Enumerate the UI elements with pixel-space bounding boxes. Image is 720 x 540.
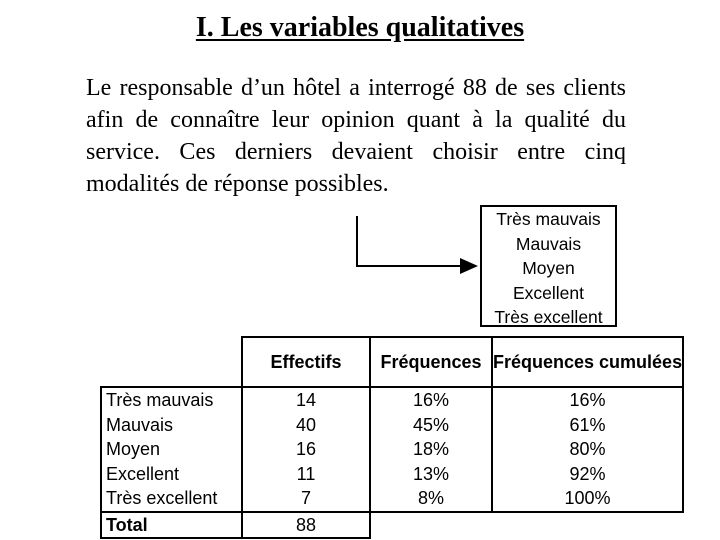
modality-item: Excellent: [512, 282, 584, 303]
table-row: [101, 486, 683, 512]
modality-item: Moyen: [522, 258, 575, 278]
modality-item: Très mauvais: [496, 209, 601, 229]
row-label: Très excellent: [101, 486, 242, 512]
cell-frequence: 8%: [370, 486, 492, 512]
frequency-table: [100, 336, 684, 539]
cell-cumulee: 16%: [492, 387, 683, 413]
table-header-row: [101, 337, 683, 387]
modality-item: Mauvais: [515, 233, 582, 254]
cell-frequence: 13%: [370, 462, 492, 487]
total-row: [101, 512, 683, 539]
cell-frequence: 18%: [370, 437, 492, 462]
page-title: I. Les variables qualitatives: [195, 12, 525, 43]
cell-cumulee: 80%: [492, 437, 683, 462]
total-label: Total: [101, 512, 242, 539]
table-row: [101, 462, 683, 487]
cell-effectif: 7: [242, 486, 370, 512]
cell-cumulee: 100%: [492, 486, 683, 512]
header-effectifs: Effectifs: [242, 337, 370, 387]
total-effectif: 88: [242, 512, 370, 539]
cell-effectif: 14: [242, 387, 370, 413]
empty-header-cell: [101, 337, 242, 387]
cell-effectif: 16: [242, 437, 370, 462]
row-label: Moyen: [101, 437, 242, 462]
row-label: Très mauvais: [101, 387, 242, 413]
modalities-list: [480, 205, 617, 327]
cell-cumulee: 92%: [492, 462, 683, 487]
header-frequences: Fréquences: [370, 337, 492, 387]
table-row: [101, 413, 683, 438]
cell-frequence: 45%: [370, 413, 492, 438]
header-frequences-cumulees: Fréquences cumulées: [492, 337, 683, 387]
row-label: Excellent: [101, 462, 242, 487]
intro-paragraph: Le responsable d’un hôtel a interrogé 88 de ses clients afin de connaître leur opinion quant à la qualité du service. Ces derniers devaient choisir entre cinq modalités de réponse possibles.: [86, 75, 626, 197]
row-label: Mauvais: [101, 413, 242, 438]
table-row: [101, 437, 683, 462]
cell-effectif: 11: [242, 462, 370, 487]
cell-frequence: 16%: [370, 387, 492, 413]
modality-item: Très excellent: [494, 307, 603, 327]
cell-effectif: 40: [242, 413, 370, 438]
table-row: [101, 387, 683, 413]
cell-cumulee: 61%: [492, 413, 683, 438]
